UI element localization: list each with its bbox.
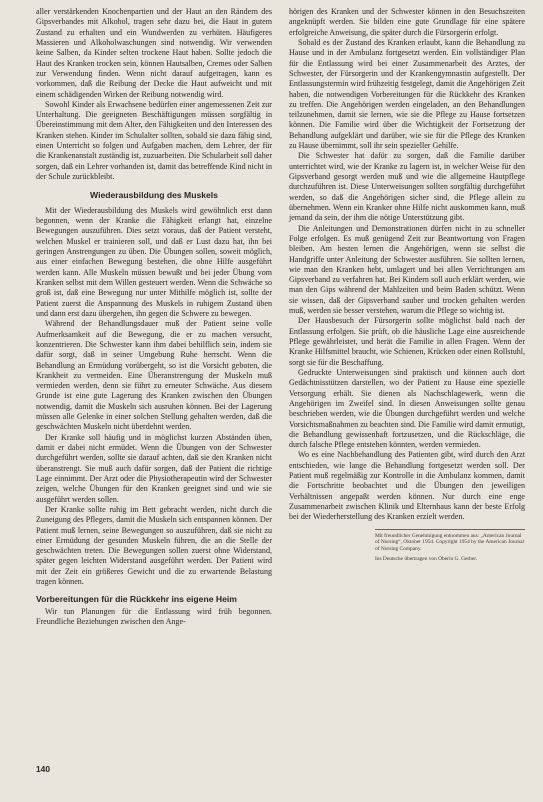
paragraph: Der Kranke sollte ruhig im Bett gebracht werden, nicht durch die Zuneigung des Pflegers, damit die Muskeln sich entspannen können. Der Patient muß lernen, seine Bewegungen so auszuführen, daß sie nicht zu einer Ermüdung der gesunden Muskeln führen, die an die Stelle der geschwächten treten. Die Bewegungen sollen zuerst ohne Widerstand, später gegen leichten Widerstand ausgeführt werden. Der Patient wird mit der Zeit ein größeres Gewicht und die zu erwartende Belastung tragen können. — [36, 504, 272, 587]
section-heading-return-home: Vorbereitungen für die Rückkehr ins eigene Heim — [36, 594, 237, 605]
paragraph: Mit der Wiederausbildung des Muskels wird gewöhnlich erst dann begonnen, wenn der Kranke die Fähigkeit erlangt hat, einzelne Bewegungen auszuführen. Dies setzt voraus, daß der Patient versteht, welchen Muskel er trainieren soll, und daß er Lust dazu hat, ihn bei geringen Anstrengungen zu üben. Die Übungen sollen, soweit möglich, aus einer einfachen Bewegung bestehen, die ohne Hilfe ausgeführt werden kann. Alle Muskeln müssen bewußt und bei jeder Übung vom Kranken selbst mit dem Willen gesteuert werden. Wenn die Schwäche so groß ist, daß eine Bewegung nur unter Mithilfe möglich ist, sollte der Patient zuerst die Anspannung des Muskels in ruhigem Zustand üben und dann erst dazu übergehen, ihn gegen die Schwere zu bewegen. — [36, 205, 272, 318]
text-columns — [36, 7, 525, 628]
paragraph: Der Hausbesuch der Fürsorgerin sollte möglichst bald nach der Entlassung erfolgen. Sie prüft, ob die häusliche Lage eine ausreichende Pflege gewährleistet, und berät die Familie in allen Fragen. Wenn der Kranke Hilfsmittel braucht, wie Schienen, Krücken oder einen Rollstuhl, sorgt sie für die Beschaffung. — [289, 316, 525, 367]
paragraph: Während der Behandlungsdauer muß der Patient seine volle Aufmerksamkeit auf die Bewegung, die er zu machen versucht, konzentrieren. Die Schwester kann ihm dabei behilflich sein, indem sie dafür sorgt, daß in seiner Umgebung Ruhe herrscht. Wenn die Behandlung an Ermüdung vorübergeht, so ist die Vorsicht geboten, die Krankheit zu vermeiden. Eine Überanstrengung der Muskeln muß vermieden werden, denn sie führt zu erneuter Schwäche. Aus diesem Grunde ist eine gute Lagerung des Kranken zwischen den Übungen notwendig, damit die Muskeln sich ausruhen können. Bei der Lagerung müssen alle Gelenke in einer solchen Stellung gehalten werden, daß die geschwächten Muskeln nicht überdehnt werden. — [36, 319, 272, 432]
paragraph: Wo es eine Nachbehandlung des Patienten gibt, wird durch den Arzt entschieden, wie lange die Behandlung fortgesetzt werden soll. Der Patient muß regelmäßig zur Kontrolle in die Ambulanz kommen, damit die Fortschritte beobachtet und die Übungen den jeweiligen Verhältnissen angepaßt werden können. Nur durch eine enge Zusammenarbeit zwischen Klinik und Elternhaus kann der beste Erfolg bei der Wiederherstellung des Kranken erzielt werden. — [289, 450, 525, 522]
section-heading-muscles: Wiederausbildung des Muskels — [90, 190, 218, 201]
paragraph: aller verstärkenden Knochenpartien und der Haut an den Rändern des Gipsverbandes mit Alkohol, tragen sehr dazu bei, die Haut in gutem Zustand zu erhalten und ein Wundwerden zu verhüten. Häufigeres Massieren und Alkoholwaschungen sind notwendig. Wir verwenden keine Salben, da Kinder selten trockene Haut haben. Sollte jedoch die Haut des Kranken trocken sein, können Hautsalben, Cremes oder Salben zur Verwendung finden. Wenn nicht darauf aufgetragen, kann es vorkommen, daß die Reibung der Decke die Haut aufweicht und mit einem schädigenden Wirken der Reibung notwendig wird. — [36, 7, 272, 99]
paragraph: Die Anleitungen und Demonstrationen dürfen nicht in zu schneller Folge erfolgen. Es muß genügend Zeit zur Beantwortung von Fragen bleiben. Am besten lernen die Angehörigen, wenn sie selbst die Handgriffe unter Anleitung der Schwester ausführen. Sie sollten lernen, wie man den Kranken hebt, umlagert und bei allen Verrichtungen am Gipsverband zu verfahren hat. Bei Kindern soll auch erklärt werden, wie man den Gips während der Mahlzeiten und beim Baden schützt. Wenn sie wissen, daß der Gipsverband sauber und trocken gehalten werden muß, werden sie besser verstehen, warum die Pflege so wichtig ist. — [289, 223, 525, 316]
paragraph: Sobald es der Zustand des Kranken erlaubt, kann die Behandlung zu Hause und in der Ambulanz fortgesetzt werden. Ein vollständiger Plan für die Entlassung wird bei einer Zusammenarbeit des Arztes, der Schwester, der Fürsorgerin und der Krankengymnastin aufgestellt. Der Entlassungstermin wird frühzeitig festgelegt, damit die Angehörigen Zeit haben, die notwendigen Vorbereitungen für die Rückkehr des Kranken zu treffen. Die Angehörigen werden eingeladen, an den Behandlungen teilzunehmen, damit sie lernen, wie sie die Pflege zu Hause fortsetzen können. Die Familie wird über die Wichtigkeit der Fortsetzung der Behandlung aufgeklärt und darüber, wie sie für die Pflege des Kranken zu Hause übernimmt, soll ihr sein spezieller Gehilfe. — [289, 37, 525, 151]
footnote-source: Mit freundlicher Genehmigung entnommen aus: „American Journal of Nursing“, Oktober 1954. Copyright 1954 by the American Journal of Nursing Company. — [375, 532, 524, 553]
paragraph: Der Kranke soll häufig und in möglichst kurzen Abständen üben, damit er dabei nicht ermüdet. Wenn die Übungen von der Schwester durchgeführt werden, sollte sie darauf achten, daß sie den Kranken nicht überanstrengt. Sie muß auch dafür sorgen, daß der Patient die richtige Lage einnimmt. Der Arzt oder die Physiotherapeutin wird der Schwester zeigen, welche Übungen für den Kranken geeignet sind und wie sie ausgeführt werden sollen. — [36, 432, 272, 504]
page-number: 140 — [36, 764, 50, 774]
right-column — [289, 7, 525, 564]
paragraph: Die Schwester hat dafür zu sorgen, daß die Familie darüber unterrichtet wird, wie der Kranke zu lagern ist, in welcher Weise für den Gipsverband gesorgt werden muß und wie die allgemeine Hautpflege durchzuführen ist. Diese Unterweisungen sollten sorgfältig durchgeführt werden, so daß die Angehörigen sicher sind, die Pflege allein zu übernehmen. Wenn ein Kranker ohne Hilfe nicht auskommen kann, muß jemand da sein, der ihm die nötige Unterstützung gibt. — [289, 151, 525, 223]
footnotes — [375, 529, 525, 563]
paragraph: Wir tun Planungen für die Entlassung wird früh begonnen. Freundliche Beziehungen zwischen den Ange- — [36, 606, 272, 627]
paragraph: Sowohl Kinder als Erwachsene bedürfen einer angemessenen Zeit zur Unterhaltung. Die geeigneten Beschäftigungen müssen sorgfältig in Übereinstimmung mit dem Alter, den Fähigkeiten und den Interessen des Kranken stehen. Kinder im Schulalter sollten, sobald sie dazu fähig sind, einen Unterricht so folgen und Aufgaben machen, dem Lehrer, der für die Krankenanstalt zuständig ist, zuzuarbeiten. Die Schularbeit soll daher sorgen, daß ein Lehrer vorhanden ist, damit das betreffende Kind nicht in der Schule zurückbleibt. — [36, 99, 272, 181]
footnote-translator: Ins Deutsche übertragen von Oberin G. Gerber. — [375, 556, 478, 563]
paragraph: Gedruckte Unterweisungen sind praktisch und können auch dort Gedächtnisstützen darstellen, wo der Patient zu Hause eine spezielle Versorgung erhält. Sie dienen als Nachschlagewerk, wenn die Angehörigen im Zweifel sind. In diesen Anweisungen sollte genau beschrieben werden, wie die Übungen durchgeführt werden und welche Vorsichtsmaßnahmen zu beachten sind. Die Familie wird damit ermutigt, die Behandlung gewissenhaft fortzusetzen, und die Rückschläge, die durch falsche Pflege entstehen könnten, werden vermieden. — [289, 367, 525, 450]
left-column — [36, 7, 272, 628]
paragraph: hörigen des Kranken und der Schwester können in den Besuchszeiten angeknüpft werden. Sie bilden eine gute Grundlage für eine spätere erfolgreiche Anweisung, die später durch die Fürsorgerin erfolgt. — [289, 7, 525, 37]
